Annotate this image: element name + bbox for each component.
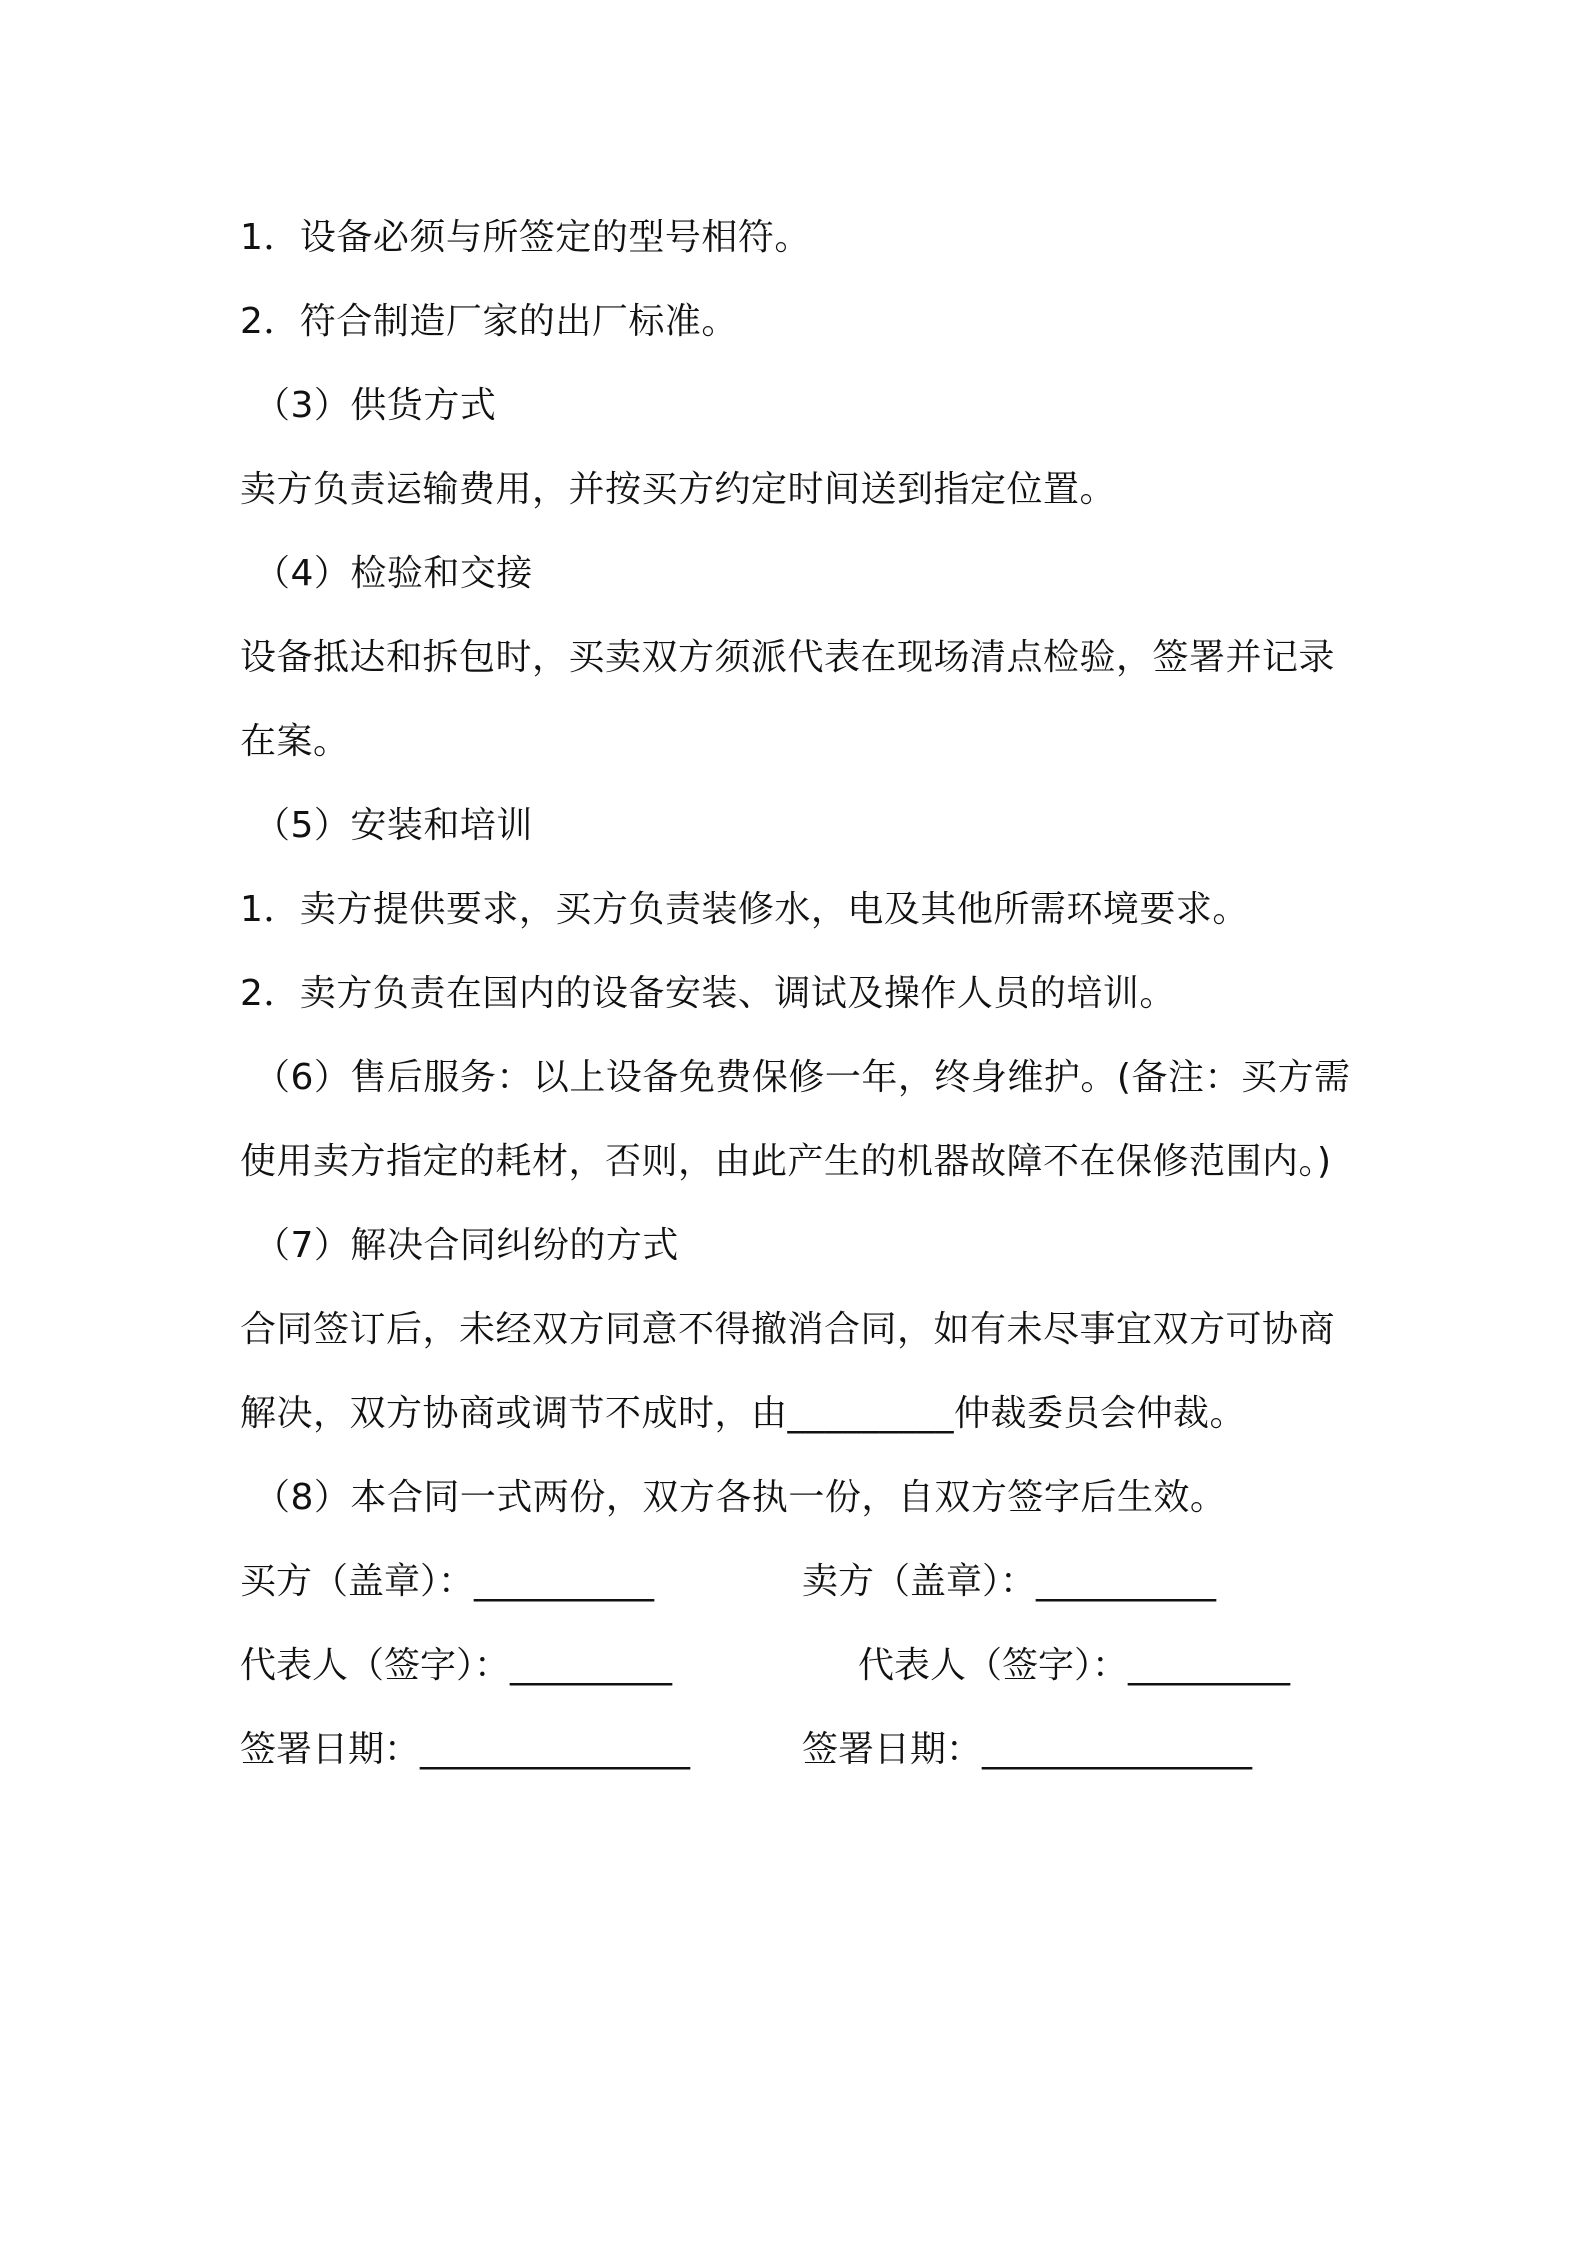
- clause-inspection-line-1: 设备抵达和拆包时，买卖双方须派代表在现场清点检验，签署并记录: [240, 637, 1336, 678]
- clause-inspection-line-2: 在案。: [240, 721, 350, 762]
- clause-dispute-line-1: 合同签订后，未经双方同意不得撤消合同，如有未尽事宜双方可协商: [240, 1309, 1336, 1350]
- contract-body: [240, 196, 1370, 1792]
- clause-supply-method: 卖方负责运输费用，并按买方约定时间送到指定位置。: [240, 469, 1117, 510]
- seller-seal-field: 卖方（盖章）：__________: [802, 1561, 1217, 1602]
- signature-row-representative: [240, 1624, 1370, 1708]
- clause-installation-2: 2．卖方负责在国内的设备安装、调试及操作人员的培训。: [240, 973, 1176, 1014]
- seller-date-field: 签署日期：_______________: [802, 1729, 1253, 1770]
- clause-after-sales-line-2: 使用卖方指定的耗材，否则，由此产生的机器故障不在保修范围内。): [240, 1141, 1332, 1182]
- clause-copies: （8）本合同一式两份，双方各执一份，自双方签字后生效。: [254, 1477, 1227, 1518]
- section-heading-supply: （3）供货方式: [254, 385, 497, 426]
- buyer-representative-field: 代表人（签字）：_________: [240, 1645, 673, 1686]
- buyer-seal-field: 买方（盖章）：__________: [240, 1561, 655, 1602]
- signature-row-date: [240, 1708, 1370, 1792]
- clause-dispute-line-2: 解决，双方协商或调节不成时，由_________仲裁委员会仲裁。: [240, 1393, 1247, 1434]
- section-heading-dispute: （7）解决合同纠纷的方式: [254, 1225, 679, 1266]
- clause-equipment-model: 1．设备必须与所签定的型号相符。: [240, 217, 811, 258]
- seller-representative-field: 代表人（签字）：_________: [858, 1645, 1291, 1686]
- buyer-date-field: 签署日期：_______________: [240, 1729, 691, 1770]
- clause-factory-standard: 2．符合制造厂家的出厂标准。: [240, 301, 738, 342]
- section-heading-inspection: （4）检验和交接: [254, 553, 533, 594]
- signature-row-seal: [240, 1540, 1370, 1624]
- section-heading-installation: （5）安装和培训: [254, 805, 533, 846]
- clause-installation-1: 1．卖方提供要求，买方负责装修水，电及其他所需环境要求。: [240, 889, 1249, 930]
- clause-after-sales-line-1: （6）售后服务：以上设备免费保修一年，终身维护。(备注：买方需: [254, 1057, 1351, 1098]
